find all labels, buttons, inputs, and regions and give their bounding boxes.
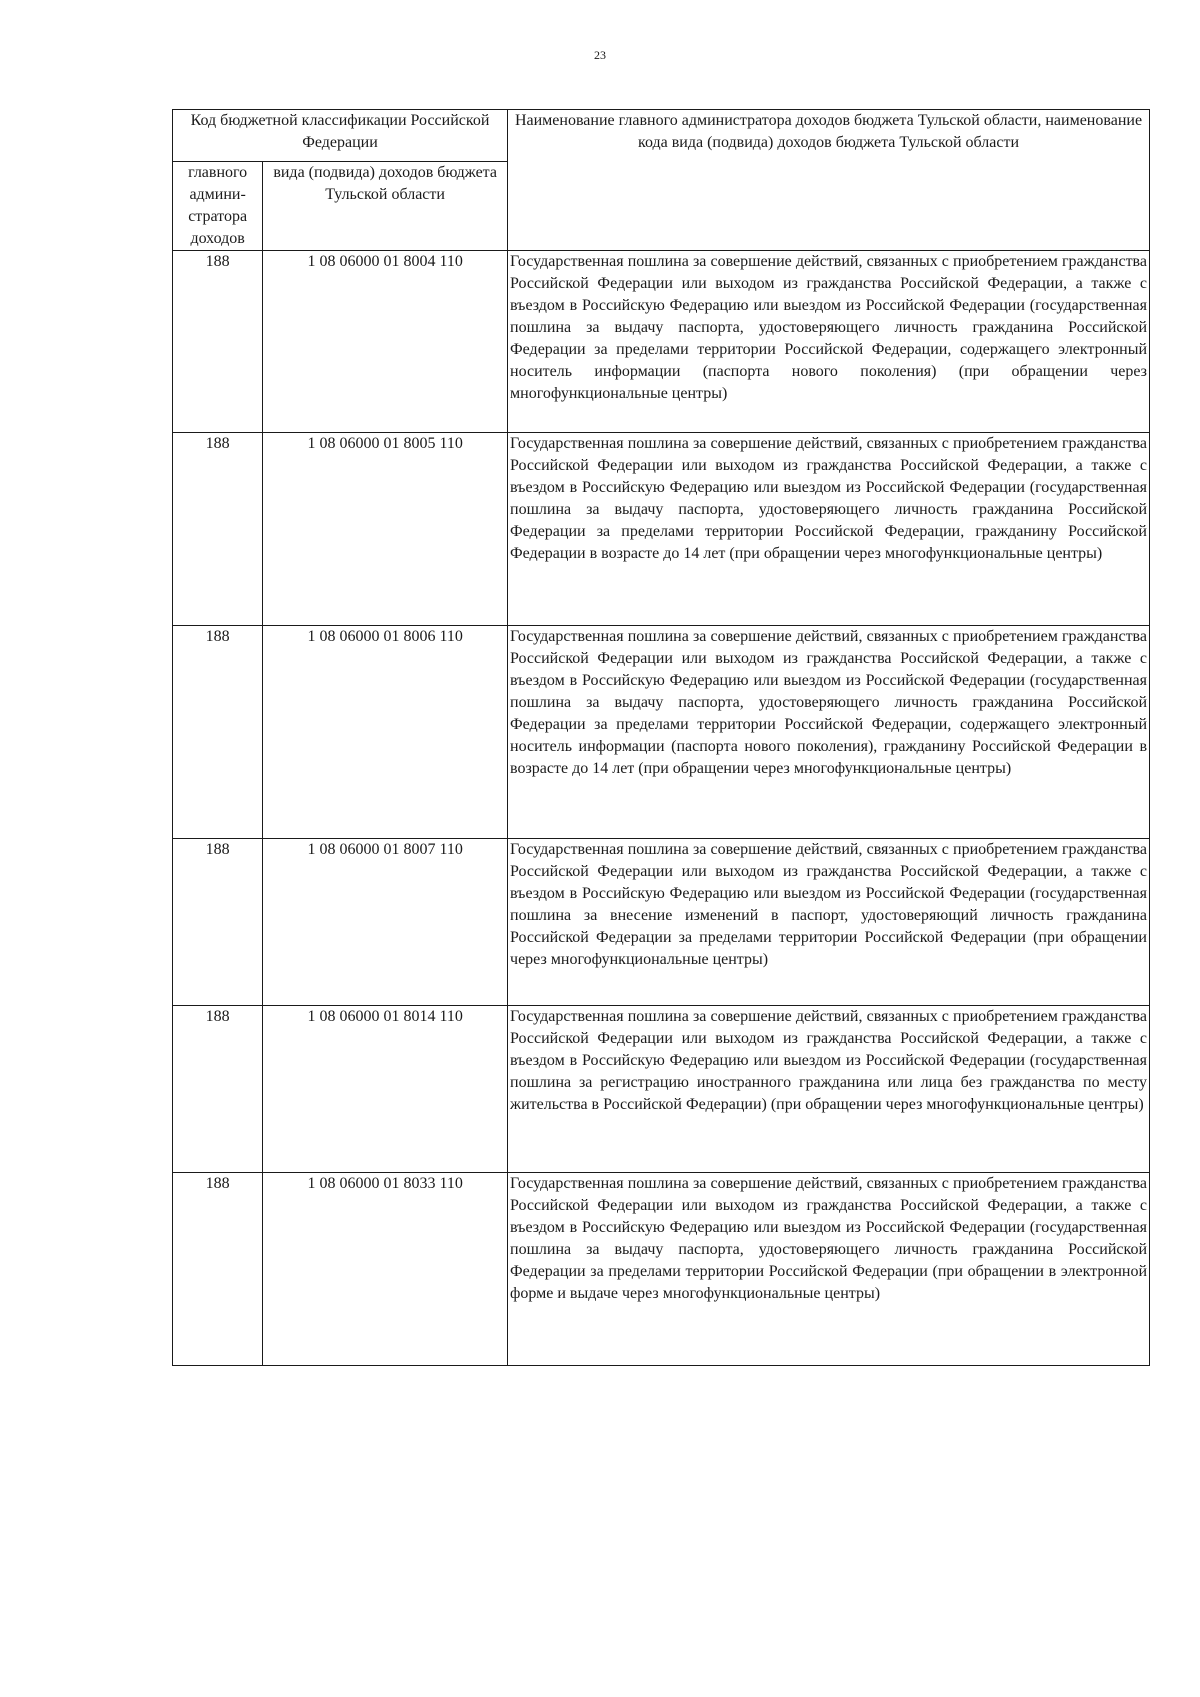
revenue-name-cell: Государственная пошлина за совершение действий, связанных с приобретением гражданства Российской Федерации или выходом из гражданства Российской Федерации, а также с въездом в Российскую Федерацию или выездом из Российской Федерации (государственная пошлина за регистрацию иностранного гражданина или лица без гражданства по месту жительства в Российской Федерации) (при обращении через многофункциональные центры) [508, 1006, 1150, 1173]
admin-code-cell: 188 [173, 251, 263, 433]
table-row [173, 626, 1150, 839]
revenue-code-cell: 1 08 06000 01 8033 110 [263, 1173, 508, 1366]
header-code-column: вида (подвида) доходов бюджета Тульской области [263, 162, 508, 251]
header-kbk-group: Код бюджетной классификации Российской Федерации [173, 110, 508, 162]
budget-classification-table [172, 109, 1150, 1366]
revenue-code-cell: 1 08 06000 01 8004 110 [263, 251, 508, 433]
header-admin-column: главного админи-стратора доходов [173, 162, 263, 251]
revenue-code-cell: 1 08 06000 01 8005 110 [263, 433, 508, 626]
admin-code-cell: 188 [173, 1006, 263, 1173]
revenue-code-cell: 1 08 06000 01 8006 110 [263, 626, 508, 839]
revenue-name-cell: Государственная пошлина за совершение действий, связанных с приобретением гражданства Российской Федерации или выходом из гражданства Российской Федерации, а также с въездом в Российскую Федерацию или выездом из Российской Федерации (государственная пошлина за выдачу паспорта, удостоверяющего личность гражданина Российской Федерации за пределами территории Российской Федерации, содержащего электронный носитель информации (паспорта нового поколения), гражданину Российской Федерации в возрасте до 14 лет (при обращении через многофункциональные центры) [508, 626, 1150, 839]
table-row [173, 251, 1150, 433]
revenue-code-cell: 1 08 06000 01 8007 110 [263, 839, 508, 1006]
table-row [173, 433, 1150, 626]
page-number: 23 [594, 48, 606, 62]
revenue-name-cell: Государственная пошлина за совершение действий, связанных с приобретением гражданства Российской Федерации или выходом из гражданства Российской Федерации, а также с въездом в Российскую Федерацию или выездом из Российской Федерации (государственная пошлина за выдачу паспорта, удостоверяющего личность гражданина Российской Федерации за пределами территории Российской Федерации, гражданину Российской Федерации в возрасте до 14 лет (при обращении через многофункциональные центры) [508, 433, 1150, 626]
admin-code-cell: 188 [173, 1173, 263, 1366]
header-name-column: Наименование главного администратора доходов бюджета Тульской области, наименование кода вида (подвида) доходов бюджета Тульской области [508, 110, 1150, 251]
revenue-name-cell: Государственная пошлина за совершение действий, связанных с приобретением гражданства Российской Федерации или выходом из гражданства Российской Федерации, а также с въездом в Российскую Федерацию или выездом из Российской Федерации (государственная пошлина за выдачу паспорта, удостоверяющего личность гражданина Российской Федерации за пределами территории Российской Федерации (при обращении в электронной форме и выдаче через многофункциональные центры) [508, 1173, 1150, 1366]
revenue-name-cell: Государственная пошлина за совершение действий, связанных с приобретением гражданства Российской Федерации или выходом из гражданства Российской Федерации, а также с въездом в Российскую Федерацию или выездом из Российской Федерации (государственная пошлина за внесение изменений в паспорт, удостоверяющий личность гражданина Российской Федерации за пределами территории Российской Федерации (при обращении через многофункциональные центры) [508, 839, 1150, 1006]
table-row [173, 839, 1150, 1006]
table-row [173, 1173, 1150, 1366]
admin-code-cell: 188 [173, 433, 263, 626]
table-row [173, 1006, 1150, 1173]
revenue-code-cell: 1 08 06000 01 8014 110 [263, 1006, 508, 1173]
admin-code-cell: 188 [173, 839, 263, 1006]
admin-code-cell: 188 [173, 626, 263, 839]
revenue-name-cell: Государственная пошлина за совершение действий, связанных с приобретением гражданства Российской Федерации или выходом из гражданства Российской Федерации, а также с въездом в Российскую Федерацию или выездом из Российской Федерации (государственная пошлина за выдачу паспорта, удостоверяющего личность гражданина Российской Федерации за пределами территории Российской Федерации, содержащего электронный носитель информации (паспорта нового поколения) (при обращении через многофункциональные центры) [508, 251, 1150, 433]
